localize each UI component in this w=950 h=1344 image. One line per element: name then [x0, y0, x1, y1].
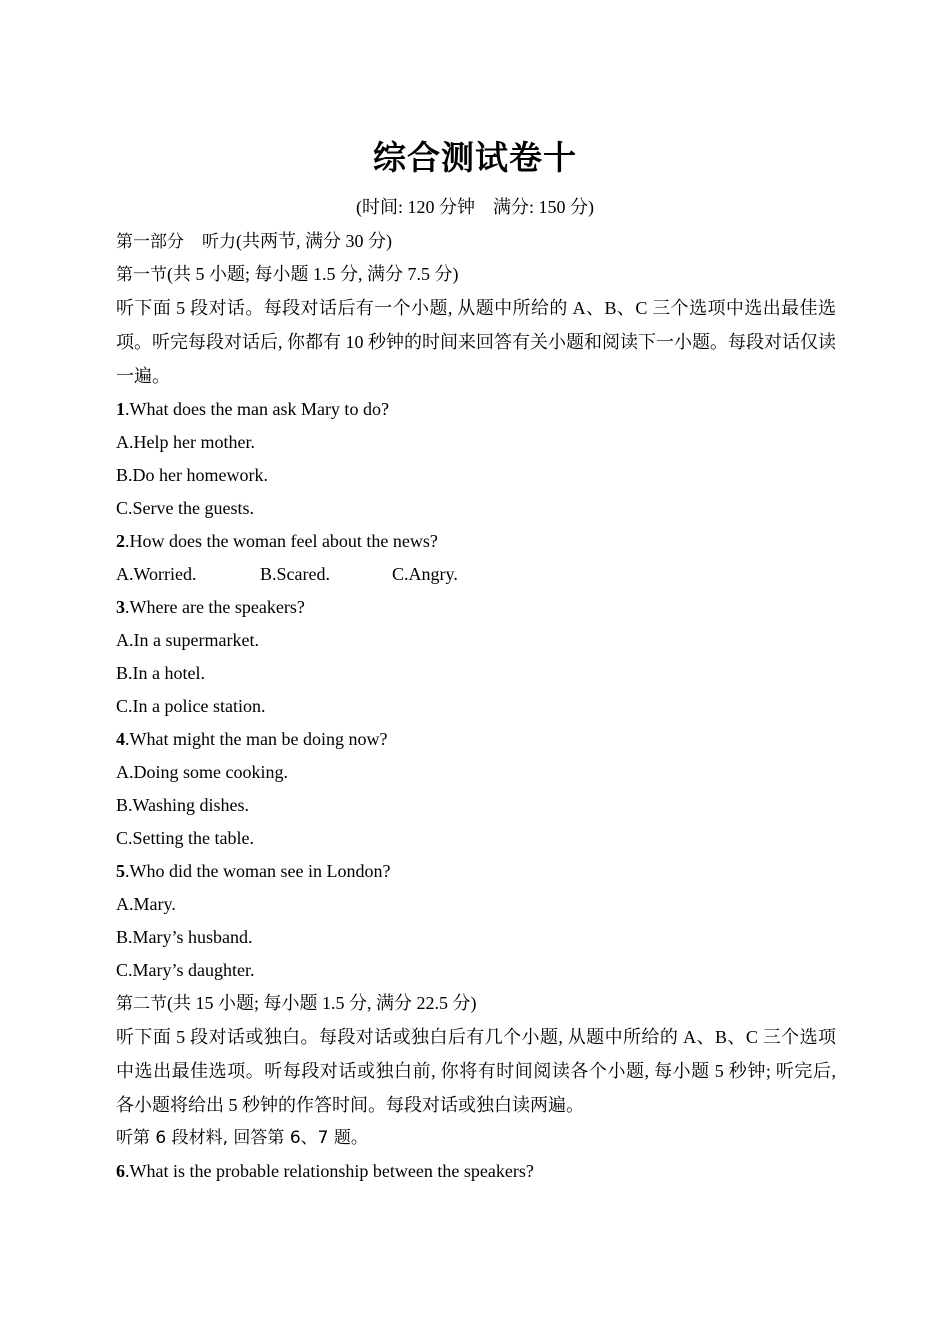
- option-c: C.Serve the guests.: [116, 498, 254, 518]
- question-text: .What is the probable relationship between the speakers?: [125, 1161, 534, 1181]
- option-c: C.Angry.: [392, 564, 458, 584]
- option-a: A.Mary.: [116, 894, 176, 914]
- option-b: B.Scared.: [260, 564, 330, 584]
- section2-note: (共 15 小题; 每小题 1.5 分, 满分 22.5 分): [167, 993, 477, 1013]
- question-4: [116, 723, 836, 756]
- option-c: C.Setting the table.: [116, 828, 254, 848]
- full-score: 满分: 150 分): [493, 197, 594, 217]
- part1-name: 听力: [202, 232, 236, 252]
- option-a: A.Doing some cooking.: [116, 762, 288, 782]
- option-b: B.Do her homework.: [116, 465, 268, 485]
- option-b: B.In a hotel.: [116, 663, 205, 683]
- question-number: 2: [116, 531, 125, 551]
- question-2: [116, 525, 836, 558]
- question-3: [116, 591, 836, 624]
- question-number: 5: [116, 861, 125, 881]
- part1-note: (共两节, 满分 30 分): [236, 231, 392, 251]
- question-5: [116, 855, 836, 888]
- option-b: B.Mary’s husband.: [116, 927, 253, 947]
- question-number: 1: [116, 399, 125, 419]
- question-text: .How does the woman feel about the news?: [125, 531, 438, 551]
- option-c: C.In a police station.: [116, 696, 266, 716]
- question-6: [116, 1155, 836, 1188]
- option-a: A.Worried.: [116, 564, 197, 584]
- section1-label: 第一节: [116, 265, 167, 285]
- option-b: B.Washing dishes.: [116, 795, 250, 815]
- part1-label: 第一部分: [116, 232, 184, 252]
- question-number: 6: [116, 1161, 125, 1181]
- question-text: .Who did the woman see in London?: [125, 861, 391, 881]
- question-text: .Where are the speakers?: [125, 597, 305, 617]
- options-row: [116, 558, 836, 591]
- section1-note: (共 5 小题; 每小题 1.5 分, 满分 7.5 分): [167, 264, 459, 284]
- option-a: A.Help her mother.: [116, 432, 255, 452]
- question-number: 3: [116, 597, 125, 617]
- section2-instructions: 听下面 5 段对话或独白。每段对话或独白后有几个小题, 从题中所给的 A、B、C 三个选项中选出最佳选项。听每段对话或独白前, 你将有时间阅读各个小题, 每小题 5 秒钟; 听完后, 各小题将给出 5 秒钟的作答时间。每段对话或独白读两遍。: [116, 1027, 836, 1115]
- page-title: 综合测试卷十: [373, 138, 577, 177]
- option-c: C.Mary’s daughter.: [116, 960, 255, 980]
- exam-info: [0, 194, 950, 220]
- time-limit: (时间: 120 分钟: [356, 197, 475, 217]
- material-6-heading: 听第 6 段材料, 回答第 6、7 题。: [116, 1128, 368, 1148]
- section2-label: 第二节: [116, 994, 167, 1014]
- section1-heading: [116, 258, 836, 291]
- question-1: [116, 393, 836, 426]
- question-number: 4: [116, 729, 125, 749]
- question-text: .What might the man be doing now?: [125, 729, 388, 749]
- section2-heading: [116, 987, 836, 1020]
- section1-instructions: 听下面 5 段对话。每段对话后有一个小题, 从题中所给的 A、B、C 三个选项中选出最佳选项。听完每段对话后, 你都有 10 秒钟的时间来回答有关小题和阅读下一小题。每段对话仅读一遍。: [116, 298, 836, 386]
- question-text: .What does the man ask Mary to do?: [125, 399, 389, 419]
- option-a: A.In a supermarket.: [116, 630, 259, 650]
- part1-heading: [116, 225, 836, 258]
- document-body: [116, 225, 836, 1188]
